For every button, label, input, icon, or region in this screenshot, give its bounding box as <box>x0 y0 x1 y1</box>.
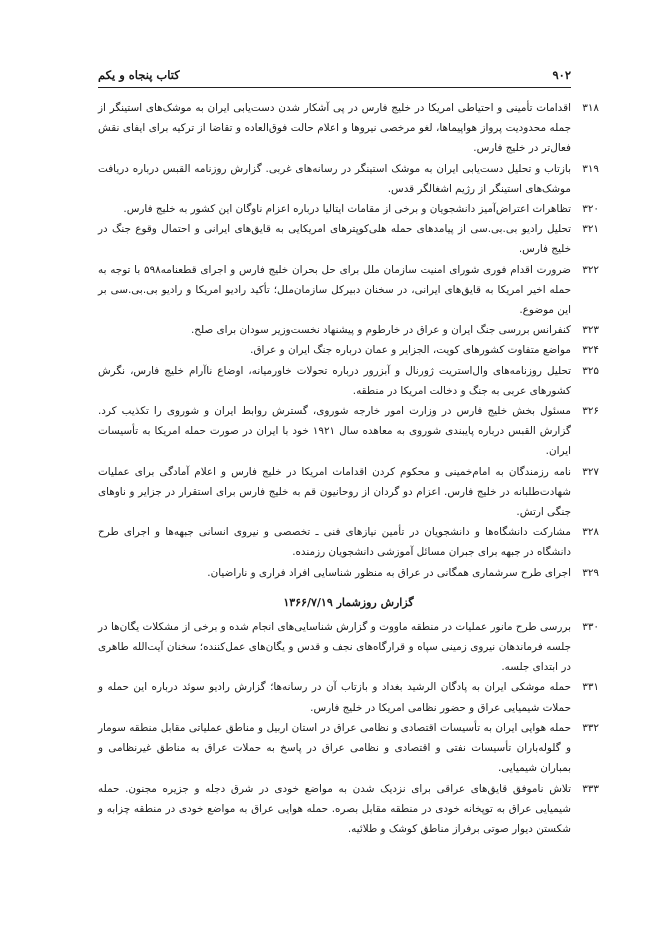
entry-number: ۳۲۸ <box>582 526 599 539</box>
entry-text: بررسی طرح مانور عملیات در منطقه ماووت و گزارش شناسایی‌های انجام شده و برخی از مشکلات یگان‌ها در جلسه فرماندهان نیروی زمینی سپاه و قرارگاه‌های نجف و قدس و یگان‌های عمل‌کننده؛ سخنان آیت‌الله طاهری در ابتدای جلسه. <box>98 620 571 674</box>
list-item <box>98 340 599 360</box>
entry-text: مشارکت دانشگاه‌ها و دانشجویان در تأمین نیازهای فنی ـ تخصصی و نیروی انسانی جبهه‌ها و اجرای طرح دانشگاه در جبهه برای جبران مسائل آموزشی دانشجویان رزمنده. <box>98 526 571 559</box>
list-item <box>98 361 599 401</box>
entry-text: ضرورت اقدام فوری شورای امنیت سازمان ملل برای حل بحران خلیج فارس و اجرای قطعنامه۵۹۸ با توجه به حمله اخیر امریکا به قایق‌های ایرانی، در سخنان دبیرکل سازمان‌ملل؛ تأکید رادیو امریکا و رادیو بی.بی.سی بر این موضوع. <box>98 263 571 317</box>
entry-number: ۳۱۹ <box>582 162 599 175</box>
entry-text: مواضع متفاوت کشورهای کویت، الجزایر و عمان درباره جنگ ایران و عراق. <box>250 344 571 357</box>
entry-number: ۳۲۲ <box>582 263 599 276</box>
entry-text: اقدامات تأمینی و احتیاطی امریکا در خلیج فارس در پی آشکار شدن دست‌یابی ایران به موشک‌های استینگر از جمله محدودیت پرواز هواپیماها، لغو مرخصی نیروها و اعلام حالت فوق‌العاده و تقاضا از ترکیه برای ایفای نقش فعال‌تر در خلیج فارس. <box>98 102 571 155</box>
entry-number: ۳۱۸ <box>582 102 599 114</box>
entry-number: ۳۳۲ <box>582 721 599 734</box>
entry-text: تحلیل روزنامه‌های وال‌استریت ژورنال و آبزرور درباره تحولات خاورمیانه، اوضاع ناآرام خلیج فارس، نگرش کشورهای عربی به جنگ و دخالت امریکا در منطقه. <box>98 364 571 397</box>
list-item <box>98 462 599 523</box>
entry-text: تلاش ناموفق قایق‌های عراقی برای نزدیک شدن به مواضع خودی در شرق دجله و جزیره مجنون. حمله شیمیایی عراق به توپخانه خودی در منطقه مقابل بصره. حمله هوایی عراق به مواضع خودی در منطقه چزابه و شکستن دیوار صوتی برفراز مناطق کوشک و طلائیه. <box>98 782 571 835</box>
entry-number: ۳۳۱ <box>582 681 599 694</box>
list-item <box>98 260 599 321</box>
entry-number: ۳۲۰ <box>582 203 599 216</box>
list-item <box>98 522 599 562</box>
entry-number: ۳۲۱ <box>582 223 599 236</box>
entry-text: حمله هوایی ایران به تأسیسات اقتصادی و نظامی عراق در استان اربیل و مناطق عملیاتی مقابل منطقه سومار و گلوله‌باران تأسیسات نفتی و اقتصادی و نظامی عراق در پاسخ به حملات عراق به مناطق غیرنظامی و بمباران شیمیایی. <box>98 721 571 775</box>
page-header <box>98 64 571 82</box>
entry-text: بازتاب و تحلیل دست‌یابی ایران به موشک استینگر در رسانه‌های غربی. گزارش روزنامه القبس درباره دریافت موشک‌های استینگر از رژیم اشغالگر قدس. <box>98 162 571 195</box>
header-rule <box>98 87 571 88</box>
entry-text: نامه رزمندگان به امام‌خمینی و محکوم کردن اقدامات امریکا در خلیج فارس و اعلام آمادگی برای عملیات شهادت‌طلبانه در خلیج فارس. اعزام دو گردان از روحانیون قم به خلیج فارس برای استقرار در جزایر و ناوهای جنگی ارتش. <box>98 465 571 519</box>
entry-number: ۳۲۵ <box>582 364 599 377</box>
entry-text: مسئول بخش خلیج فارس در وزارت امور خارجه شوروی، گسترش روابط ایران و شوروی را تکذیب کرد. گزارش القبس درباره پایبندی شوروی به معاهده سال ۱۹۲۱ خود با ایران در صورت حمله امریکا به تأسیسات ایران. <box>98 405 571 458</box>
entry-text: اجرای طرح سرشماری همگانی در عراق به منظور شناسایی افراد فراری و ناراضیان. <box>207 566 571 579</box>
list-item <box>98 718 599 779</box>
entry-list-b <box>98 617 599 839</box>
entry-list-a <box>98 98 599 583</box>
entry-text: کنفرانس بررسی جنگ ایران و عراق در خارطوم و پیشنهاد نخست‌وزیر سودان برای صلح. <box>190 324 571 337</box>
entry-number: ۳۳۰ <box>582 620 599 633</box>
content <box>98 98 599 839</box>
list-item <box>98 617 599 678</box>
list-item <box>98 779 599 840</box>
list-item <box>98 563 599 583</box>
list-item <box>98 199 599 219</box>
entry-number: ۳۲۶ <box>582 405 599 418</box>
list-item <box>98 219 599 259</box>
entry-text: تظاهرات اعتراض‌آمیز دانشجویان و برخی از مقامات ایتالیا درباره اعزام ناوگان این کشور به خلیج فارس. <box>123 203 571 216</box>
entry-number: ۳۲۴ <box>582 344 599 357</box>
entry-text: حمله موشکی ایران به پادگان الرشید بغداد و بازتاب آن در رسانه‌ها؛ گزارش رادیو سوئد درباره این حمله و حملات شیمیایی عراق و حضور نظامی امریکا در خلیج فارس. <box>98 681 571 714</box>
list-item <box>98 320 599 340</box>
list-item <box>98 159 599 199</box>
entry-number: ۳۳۳ <box>582 782 599 795</box>
list-item <box>98 98 599 159</box>
book-title: کتاب پنجاه و یکم <box>98 68 180 82</box>
section-heading: گزارش روزشمار ۱۳۶۶/۷/۱۹ <box>283 595 414 609</box>
list-item <box>98 677 599 717</box>
entry-number: ۳۲۳ <box>582 324 599 337</box>
entry-number: ۳۲۷ <box>582 465 599 478</box>
list-item <box>98 401 599 462</box>
entry-number: ۳۲۹ <box>582 566 599 579</box>
entry-text: تحلیل رادیو بی.بی.سی از پیامدهای حمله هلی‌کوپترهای امریکایی به قایق‌های ایرانی و احتمال وقوع جنگ در خلیج فارس. <box>98 223 571 256</box>
page-number: ۹۰۲ <box>552 68 571 82</box>
